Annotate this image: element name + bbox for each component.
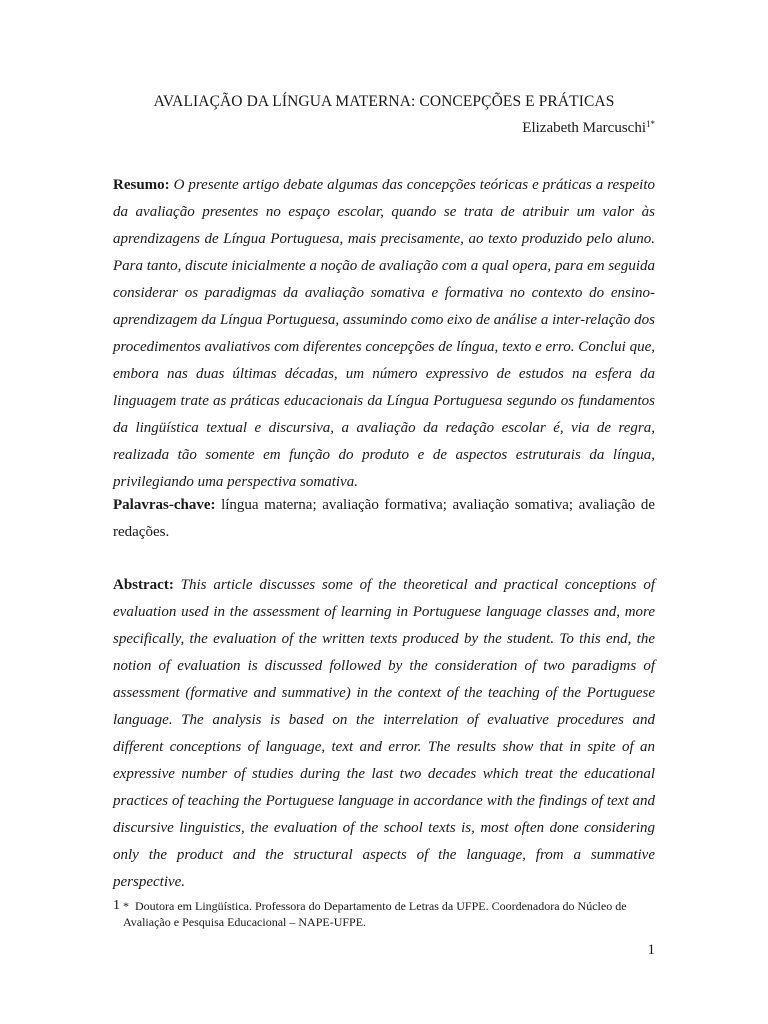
footnote-body [113, 898, 659, 930]
footnote-star: * [123, 899, 129, 913]
footnote-number: 1 [113, 898, 120, 913]
author-footnote-mark: 1* [646, 119, 655, 129]
paper-title: AVALIAÇÃO DA LÍNGUA MATERNA: CONCEPÇÕES E PRÁTICAS [153, 93, 615, 110]
author-name: Elizabeth Marcuschi [522, 120, 646, 136]
resumo-label: Resumo: [113, 177, 170, 193]
abstract-text: This article discusses some of the theoretical and practical conceptions of evaluation used in the assessment of learning in Portuguese language classes and, more specifically, the evaluation of the written texts produced by the student. To this end, the notion of evaluation is discussed followed by the consideration of two paradigms of assessment (formative and summative) in the context of the teaching of the Portuguese language. The analysis is based on the interrelation of evaluative procedures and different conceptions of language, text and error. The results show that in spite of an expressive number of studies during the last two decades which treat the educational practices of teaching the Portuguese language in accordance with the findings of text and discursive linguistics, the evaluation of the school texts is, most often done considering only the product and the structural aspects of the language, from a summative perspective. [113, 577, 655, 890]
author-line [522, 119, 655, 137]
footnote-text: Doutora em Lingüística. Professora do Departamento de Letras da UFPE. Coordenadora do Núcleo de Avaliação e Pesquisa Educacional – NAPE-UFPE. [123, 899, 627, 929]
footnote [113, 898, 659, 930]
keywords-text: língua materna; avaliação formativa; avaliação somativa; avaliação de redações. [113, 497, 655, 540]
abstract-paragraph [113, 572, 655, 896]
abstract-label: Abstract: [113, 577, 174, 593]
resumo-text: O presente artigo debate algumas das concepções teóricas e práticas a respeito da avaliação presentes no espaço escolar, quando se trata de atribuir um valor às aprendizagens de Língua Portuguesa, mais precisamente, ao texto produzido pelo aluno. Para tanto, discute inicialmente a noção de avaliação com a qual opera, para em seguida considerar os paradigmas da avaliação somativa e formativa no contexto do ensino-aprendizagem da Língua Portuguesa, assumindo como eixo de análise a inter-relação dos procedimentos avaliativos com diferentes concepções de língua, texto e erro. Conclui que, embora nas duas últimas décadas, um número expressivo de estudos na esfera da linguagem trate as práticas educacionais da Língua Portuguesa segundo os fundamentos da lingüística textual e discursiva, a avaliação da redação escolar é, via de regra, realizada tão somente em função do produto e de aspectos estruturais da língua, privilegiando uma perspectiva somativa. [113, 177, 656, 490]
keywords-label: Palavras-chave: [113, 497, 216, 513]
resumo-paragraph [113, 172, 655, 496]
page-number: 1 [647, 942, 655, 958]
keywords-paragraph [113, 492, 655, 546]
